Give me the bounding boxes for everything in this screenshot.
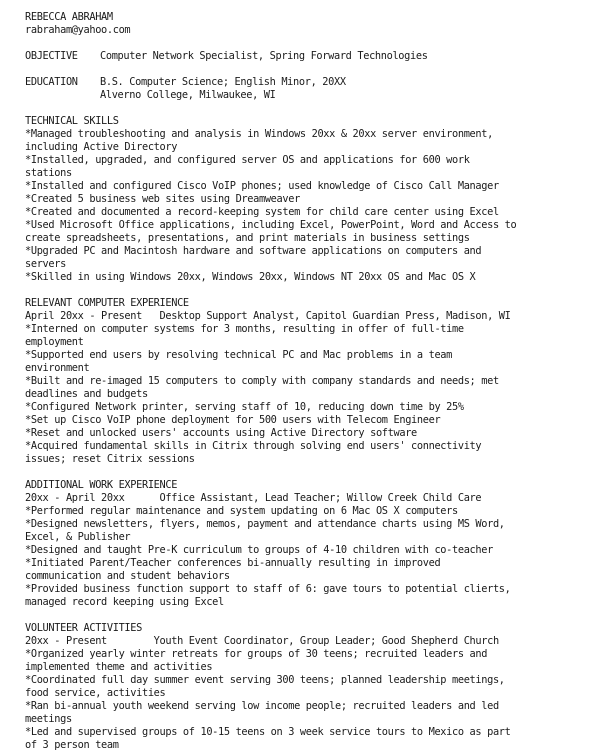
objective-text: Computer Network Specialist, Spring Forward Technologies	[100, 50, 428, 62]
text-line: *Ran bi-annual youth weekend serving low income people; recruited leaders and led	[25, 700, 499, 712]
section-title: TECHNICAL SKILLS	[25, 115, 119, 127]
text-line: *Managed troubleshooting and analysis in Windows 20xx & 20xx server environment,	[25, 128, 493, 140]
text-line: including Active Directory	[25, 141, 178, 153]
education-degree: B.S. Computer Science; English Minor, 20XX	[100, 76, 346, 88]
resume-page	[25, 11, 605, 752]
text-line: *Initiated Parent/Teacher conferences bi-annually resulting in improved	[25, 557, 441, 569]
text-line: *Built and re-imaged 15 computers to comply with company standards and needs; met	[25, 375, 499, 387]
text-line: *Supported end users by resolving technical PC and Mac problems in a team	[25, 349, 452, 361]
volunteer-list	[25, 648, 605, 752]
objective-row	[25, 50, 605, 63]
relevant-experience-section	[25, 297, 605, 466]
text-line: *Acquired fundamental skills in Citrix through solving end users' connectivity	[25, 440, 482, 452]
text-line: food service, activities	[25, 687, 166, 699]
text-line: *Coordinated full day summer event serving 300 teens; planned leadership meetings,	[25, 674, 505, 686]
text-line: *Configured Network printer, serving staff of 10, reducing down time by 25%	[25, 401, 464, 413]
text-line: *Installed, upgraded, and configured server OS and applications for 600 work	[25, 154, 470, 166]
technical-skills-section	[25, 115, 605, 284]
text-line: deadlines and budgets	[25, 388, 148, 400]
text-line: managed record keeping using Excel	[25, 596, 224, 608]
text-line: servers	[25, 258, 66, 270]
candidate-email: rabraham@yahoo.com	[25, 24, 131, 36]
objective-label: OBJECTIVE	[25, 50, 78, 62]
additional-experience-list	[25, 505, 605, 609]
job-header: 20xx - Present Youth Event Coordinator, Group Leader; Good Shepherd Church	[25, 635, 499, 647]
text-line: *Reset and unlocked users' accounts using Active Directory software	[25, 427, 417, 439]
section-title: ADDITIONAL WORK EXPERIENCE	[25, 479, 178, 491]
text-line: *Performed regular maintenance and system updating on 6 Mac OS X computers	[25, 505, 458, 517]
section-title: RELEVANT COMPUTER EXPERIENCE	[25, 297, 189, 309]
job-header: April 20xx - Present Desktop Support Analyst, Capitol Guardian Press, Madison, WI	[25, 310, 511, 322]
text-line: *Interned on computer systems for 3 months, resulting in offer of full-time	[25, 323, 464, 335]
text-line: *Designed and taught Pre-K curriculum to groups of 4-10 children with co-teacher	[25, 544, 493, 556]
text-line: issues; reset Citrix sessions	[25, 453, 195, 465]
text-line: employment	[25, 336, 84, 348]
education-school-row	[25, 89, 605, 102]
text-line: *Used Microsoft Office applications, including Excel, PowerPoint, Word and Access to	[25, 219, 517, 231]
text-line: *Led and supervised groups of 10-15 teens on 3 week service tours to Mexico as part	[25, 726, 511, 738]
text-line: Excel, & Publisher	[25, 531, 131, 543]
text-line: of 3 person team	[25, 739, 119, 751]
job-header: 20xx - April 20xx Office Assistant, Lead Teacher; Willow Creek Child Care	[25, 492, 482, 504]
section-title: VOLUNTEER ACTIVITIES	[25, 622, 142, 634]
additional-experience-section	[25, 479, 605, 609]
text-line: implemented theme and activities	[25, 661, 213, 673]
text-line: create spreadsheets, presentations, and print materials in business settings	[25, 232, 470, 244]
volunteer-section	[25, 622, 605, 752]
text-line: *Installed and configured Cisco VoIP phones; used knowledge of Cisco Call Manager	[25, 180, 499, 192]
education-label: EDUCATION	[25, 76, 78, 88]
text-line: *Created and documented a record-keeping system for child care center using Excel	[25, 206, 499, 218]
text-line: stations	[25, 167, 72, 179]
text-line: *Skilled in using Windows 20xx, Windows 20xx, Windows NT 20xx OS and Mac OS X	[25, 271, 476, 283]
text-line: *Organized yearly winter retreats for groups of 30 teens; recruited leaders and	[25, 648, 488, 660]
text-line: communication and student behaviors	[25, 570, 230, 582]
education-school: Alverno College, Milwaukee, WI	[100, 89, 276, 101]
text-line: *Set up Cisco VoIP phone deployment for 500 users with Telecom Engineer	[25, 414, 441, 426]
candidate-name: REBECCA ABRAHAM	[25, 11, 113, 23]
text-line: *Designed newsletters, flyers, memos, payment and attendance charts using MS Word,	[25, 518, 505, 530]
text-line: *Created 5 business web sites using Dreamweaver	[25, 193, 300, 205]
text-line: environment	[25, 362, 90, 374]
text-line: meetings	[25, 713, 72, 725]
technical-skills-list	[25, 128, 605, 284]
relevant-experience-list	[25, 323, 605, 466]
text-line: *Provided business function support to staff of 6: gave tours to potential clierts,	[25, 583, 511, 595]
text-line: *Upgraded PC and Macintosh hardware and software applications on computers and	[25, 245, 482, 257]
education-row	[25, 76, 605, 89]
